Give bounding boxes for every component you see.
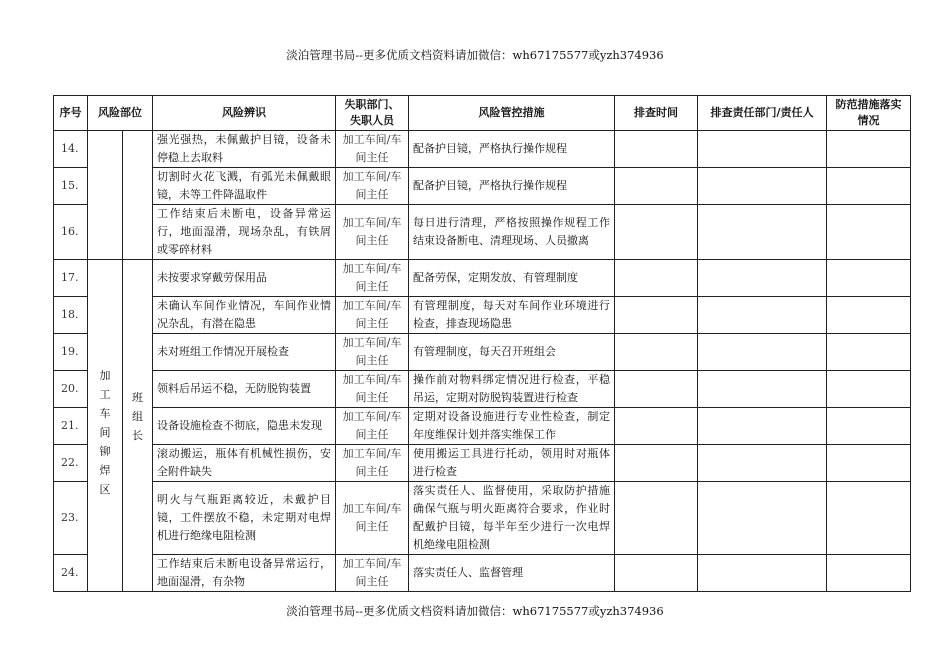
table-row [54, 445, 911, 482]
row-number: 18. [54, 297, 88, 334]
control-measure: 操作前对物料绑定情况进行检查，平稳吊运，定期对防脱钩装置进行检查 [409, 371, 615, 408]
check-time-cell [615, 334, 698, 371]
implementation-cell [827, 260, 911, 297]
responsible-dept: 加工车间/车间主任 [336, 260, 409, 297]
implementation-cell [827, 408, 911, 445]
table-row [54, 334, 911, 371]
control-measure: 落实责任人、监督管理 [409, 555, 615, 592]
area-cell [88, 260, 123, 592]
responsible-dept: 加工车间/车间主任 [336, 131, 409, 168]
table-row [54, 408, 911, 445]
check-time-cell [615, 168, 698, 205]
implementation-cell [827, 482, 911, 555]
role-cell [123, 260, 153, 592]
row-number: 24. [54, 555, 88, 592]
responsible-person-cell [698, 408, 827, 445]
risk-table [53, 95, 911, 592]
col-header-risk: 风险辨识 [153, 96, 336, 131]
table-row [54, 297, 911, 334]
risk-description: 工作结束后未断电，设备异常运行，地面湿滑，现场杂乱，有铁屑或零碎材料 [153, 205, 336, 260]
table-row [54, 555, 911, 592]
check-time-cell [615, 445, 698, 482]
risk-description: 未确认车间作业情况，车间作业情况杂乱，有潜在隐患 [153, 297, 336, 334]
row-number: 20. [54, 371, 88, 408]
implementation-cell [827, 555, 911, 592]
check-time-cell [615, 297, 698, 334]
row-number: 21. [54, 408, 88, 445]
responsible-person-cell [698, 168, 827, 205]
responsible-person-cell [698, 555, 827, 592]
row-number: 22. [54, 445, 88, 482]
responsible-dept: 加工车间/车间主任 [336, 555, 409, 592]
responsible-person-cell [698, 205, 827, 260]
responsible-person-cell [698, 371, 827, 408]
area-cell-empty [88, 131, 123, 260]
col-header-area: 风险部位 [88, 96, 153, 131]
control-measure: 每日进行清理，严格按照操作规程工作结束设备断电、清理现场、人员撤离 [409, 205, 615, 260]
check-time-cell [615, 371, 698, 408]
control-measure: 定期对设备设施进行专业性检查，制定年度维保计划并落实维保工作 [409, 408, 615, 445]
implementation-cell [827, 371, 911, 408]
col-header-control: 风险管控措施 [409, 96, 615, 131]
table-row [54, 205, 911, 260]
row-number: 16. [54, 205, 88, 260]
table-row [54, 371, 911, 408]
control-measure: 配备劳保，定期发放、有管理制度 [409, 260, 615, 297]
responsible-dept: 加工车间/车间主任 [336, 371, 409, 408]
row-number: 17. [54, 260, 88, 297]
risk-description: 切割时火花飞溅，有弧光未佩戴眼镜，未等工件降温取件 [153, 168, 336, 205]
implementation-cell [827, 445, 911, 482]
responsible-person-cell [698, 445, 827, 482]
row-number: 15. [54, 168, 88, 205]
area-label: 加工车间铆焊区 [99, 369, 111, 496]
control-measure: 落实责任人、监督使用，采取防护措施确保气瓶与明火距离符合要求，作业时配戴护目镜，每半年至少进行一次电焊机绝缘电阻检测 [409, 482, 615, 555]
risk-description: 明火与气瓶距离较近，未戴护目镜，工件摆放不稳，未定期对电焊机进行绝缘电阻检测 [153, 482, 336, 555]
implementation-cell [827, 205, 911, 260]
control-measure: 有管理制度，每天对车间作业环境进行检查，排查现场隐患 [409, 297, 615, 334]
responsible-person-cell [698, 482, 827, 555]
footer-banner: 淡泊管理书局--更多优质文档资料请加微信：wh67175577或yzh374936 [286, 604, 664, 618]
responsible-dept: 加工车间/车间主任 [336, 168, 409, 205]
table-row [54, 260, 911, 297]
risk-description: 工作结束后未断电设备异常运行，地面湿滑，有杂物 [153, 555, 336, 592]
check-time-cell [615, 408, 698, 445]
check-time-cell [615, 260, 698, 297]
risk-description: 未按要求穿戴劳保用品 [153, 260, 336, 297]
responsible-dept: 加工车间/车间主任 [336, 445, 409, 482]
implementation-cell [827, 168, 911, 205]
check-time-cell [615, 131, 698, 168]
role-cell-empty [123, 131, 153, 260]
responsible-person-cell [698, 260, 827, 297]
responsible-dept: 加工车间/车间主任 [336, 297, 409, 334]
control-measure: 有管理制度，每天召开班组会 [409, 334, 615, 371]
risk-description: 领料后吊运不稳，无防脱钩装置 [153, 371, 336, 408]
check-time-cell [615, 555, 698, 592]
responsible-person-cell [698, 131, 827, 168]
role-label: 班组长 [132, 391, 143, 442]
row-number: 19. [54, 334, 88, 371]
implementation-cell [827, 297, 911, 334]
table-row [54, 482, 911, 555]
risk-description: 未对班组工作情况开展检查 [153, 334, 336, 371]
row-number: 14. [54, 131, 88, 168]
control-measure: 配备护目镜，严格执行操作规程 [409, 168, 615, 205]
responsible-dept: 加工车间/车间主任 [336, 482, 409, 555]
implementation-cell [827, 131, 911, 168]
header-banner: 淡泊管理书局--更多优质文档资料请加微信：wh67175577或yzh374936 [286, 48, 664, 62]
table-row [54, 131, 911, 168]
implementation-cell [827, 334, 911, 371]
col-header-check-time: 排查时间 [615, 96, 698, 131]
risk-description: 设备设施检查不彻底，隐患未发现 [153, 408, 336, 445]
responsible-dept: 加工车间/车间主任 [336, 205, 409, 260]
responsible-dept: 加工车间/车间主任 [336, 408, 409, 445]
check-time-cell [615, 205, 698, 260]
col-header-dept: 失职部门、失职人员 [336, 96, 409, 131]
table-row [54, 168, 911, 205]
col-header-responsible: 排查责任部门/责任人 [698, 96, 827, 131]
risk-description: 强光强热，未佩戴护目镜，设备未停稳上去取料 [153, 131, 336, 168]
control-measure: 使用搬运工具进行托动，领用时对瓶体进行检查 [409, 445, 615, 482]
col-header-no: 序号 [54, 96, 88, 131]
risk-description: 滚动搬运，瓶体有机械性损伤，安全附件缺失 [153, 445, 336, 482]
responsible-person-cell [698, 334, 827, 371]
table-header [54, 96, 911, 131]
responsible-person-cell [698, 297, 827, 334]
check-time-cell [615, 482, 698, 555]
responsible-dept: 加工车间/车间主任 [336, 334, 409, 371]
control-measure: 配备护目镜，严格执行操作规程 [409, 131, 615, 168]
row-number: 23. [54, 482, 88, 555]
col-header-implementation: 防范措施落实情况 [827, 96, 911, 131]
